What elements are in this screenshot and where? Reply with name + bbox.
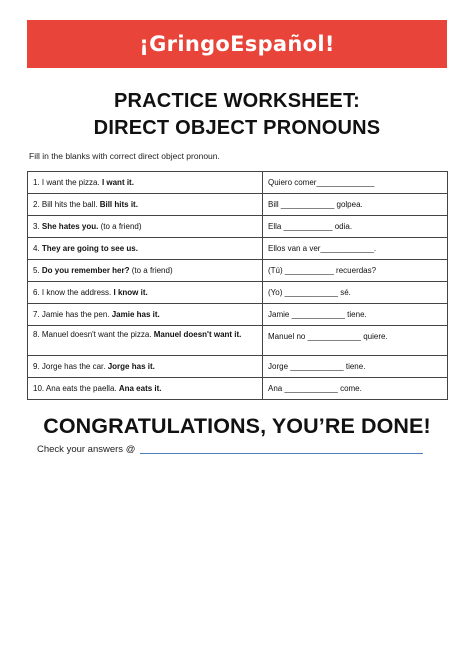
english-pronoun-sentence: Do you remember her? — [41, 265, 130, 275]
english-note: (to a friend) — [129, 265, 173, 275]
table-row — [28, 216, 448, 238]
english-text: 9. Jorge has the car. — [33, 361, 108, 371]
spanish-blank-sentence[interactable]: Ella ___________ odia. — [263, 216, 448, 238]
table-row — [28, 356, 448, 378]
table-row — [28, 304, 448, 326]
spanish-blank-sentence[interactable]: Jorge ____________ tiene. — [263, 356, 448, 378]
table-row — [28, 378, 448, 400]
english-pronoun-sentence: I want it. — [101, 177, 134, 187]
english-pronoun-sentence: She hates you. — [41, 221, 99, 231]
english-sentence — [28, 282, 263, 304]
english-sentence — [28, 216, 263, 238]
english-sentence — [28, 356, 263, 378]
english-text: 5. — [33, 265, 42, 275]
english-text: 7. Jamie has the pen. — [33, 309, 112, 319]
table-row — [28, 260, 448, 282]
worksheet-title-line-1: PRACTICE WORKSHEET: — [113, 90, 361, 112]
congratulations-heading: CONGRATULATIONS, YOU’RE DONE! — [43, 414, 431, 438]
english-sentence — [28, 260, 263, 282]
instructions-text: Fill in the blanks with correct direct object pronoun. — [29, 151, 220, 161]
table-row — [28, 238, 448, 260]
table-row — [28, 194, 448, 216]
english-sentence — [28, 304, 263, 326]
table-row — [28, 326, 448, 356]
spanish-blank-sentence[interactable]: Bill ____________ golpea. — [263, 194, 448, 216]
english-text: 3. — [33, 221, 42, 231]
check-answers-line — [37, 444, 423, 455]
table-row — [28, 172, 448, 194]
brand-banner — [27, 20, 447, 68]
english-sentence — [28, 326, 263, 356]
spanish-blank-sentence[interactable]: Jamie ____________ tiene. — [263, 304, 448, 326]
english-pronoun-sentence: Jamie has it. — [111, 309, 160, 319]
english-pronoun-sentence: Jorge has it. — [107, 361, 155, 371]
exercise-table — [27, 171, 448, 400]
english-text: 10. Ana eats the paella. — [33, 383, 119, 393]
answers-link[interactable] — [140, 452, 423, 454]
spanish-blank-sentence[interactable]: Manuel no ____________ quiere. — [263, 326, 448, 356]
english-pronoun-sentence: Manuel doesn't want it. — [153, 330, 242, 339]
spanish-blank-sentence[interactable]: Ana ____________ come. — [263, 378, 448, 400]
english-sentence — [28, 172, 263, 194]
table-row — [28, 282, 448, 304]
check-answers-label: Check your answers @ — [37, 444, 136, 455]
spanish-blank-sentence[interactable]: (Yo) ____________ sé. — [263, 282, 448, 304]
english-text: 6. I know the address. — [33, 287, 114, 297]
spanish-blank-sentence[interactable]: Quiero comer_____________ — [263, 172, 448, 194]
worksheet-title-line-2: DIRECT OBJECT PRONOUNS — [93, 117, 381, 139]
english-text: 4. — [33, 243, 42, 253]
english-note: (to a friend) — [98, 221, 142, 231]
english-sentence — [28, 238, 263, 260]
english-text: 1. I want the pizza. — [33, 177, 102, 187]
spanish-blank-sentence[interactable]: (Tú) ___________ recuerdas? — [263, 260, 448, 282]
english-sentence — [28, 194, 263, 216]
spanish-blank-sentence[interactable]: Ellos van a ver____________. — [263, 238, 448, 260]
english-pronoun-sentence: I know it. — [113, 287, 148, 297]
english-sentence — [28, 378, 263, 400]
english-pronoun-sentence: Bill hits it. — [99, 199, 138, 209]
brand-logo: ¡GringoEspañol! — [139, 32, 335, 56]
english-pronoun-sentence: They are going to see us. — [41, 243, 138, 253]
english-pronoun-sentence: Ana eats it. — [118, 383, 162, 393]
english-text: 2. Bill hits the ball. — [33, 199, 100, 209]
english-text: 8. Manuel doesn't want the pizza. — [33, 330, 154, 339]
